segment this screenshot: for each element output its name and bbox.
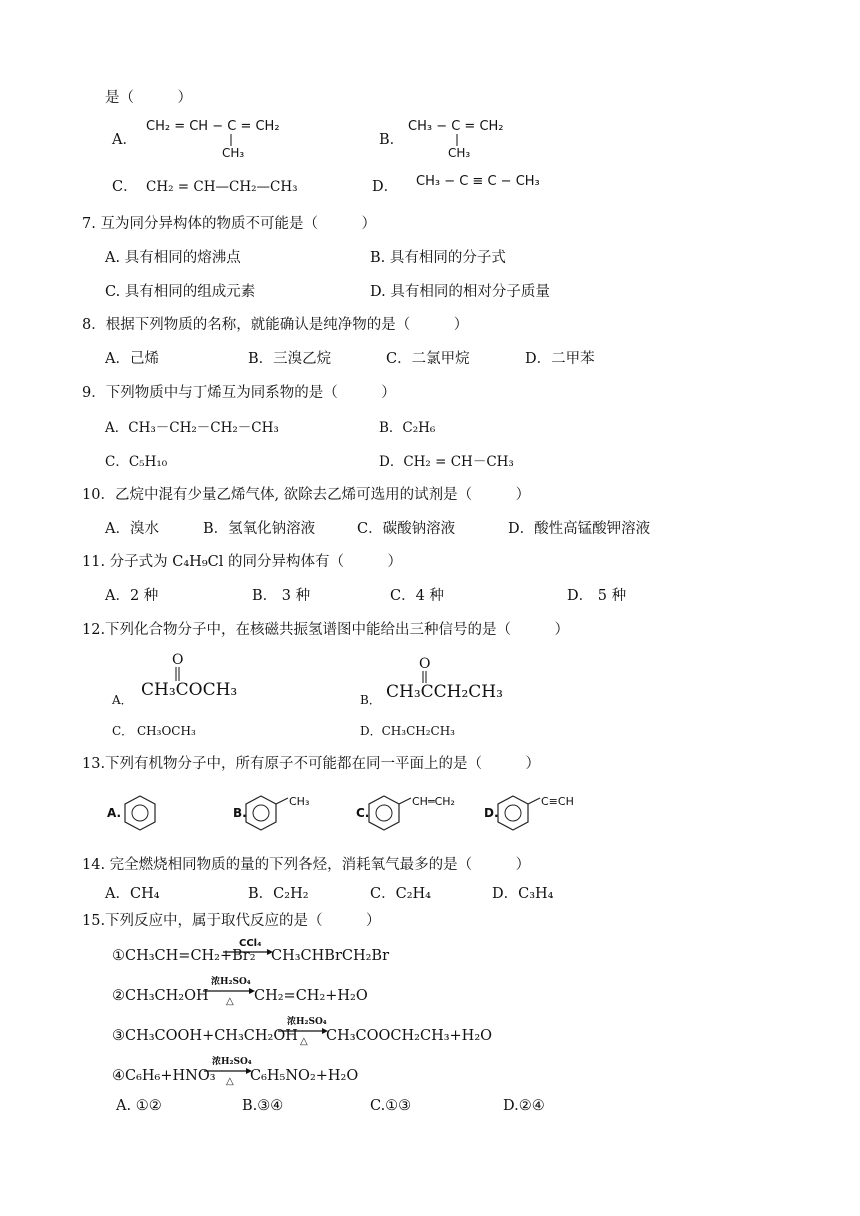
q13-option-c-substituent: CH═CH₂	[412, 795, 455, 808]
q13-stem: 13.下列有机物分子中，所有原子不可能都在同一平面上的是（ ）	[82, 756, 541, 772]
q6-option-a-branch: CH₃	[222, 146, 245, 160]
q13-structures	[100, 790, 600, 840]
q15-reaction-1-reactants: ①CH₃CH=CH₂+Br₂	[112, 948, 256, 964]
q12-option-a-formula: CH₃COCH₃	[141, 680, 238, 700]
q10-option-b[interactable]: B．氢氧化钠溶液	[203, 521, 316, 537]
q12-option-c[interactable]: C． CH₃OCH₃	[112, 724, 196, 738]
q12-a-double-bond	[174, 667, 182, 681]
q7-stem: 7. 互为同分异构体的物质不可能是（ ）	[82, 216, 376, 232]
q13-option-a-label[interactable]: A.	[107, 806, 122, 820]
q9-option-c[interactable]: C．C₅H₁₀	[105, 454, 168, 470]
q11-option-d[interactable]: D． 5 种	[567, 588, 627, 604]
q6-option-d-label[interactable]: D．	[372, 179, 399, 195]
q10-option-a[interactable]: A．溴水	[105, 521, 159, 537]
q15-reaction-1-products: CH₃CHBrCH₂Br	[271, 948, 390, 964]
q8-option-c[interactable]: C．二氯甲烷	[386, 351, 470, 367]
q13-benzene-c	[369, 796, 411, 830]
q14-stem: 14. 完全燃烧相同物质的量的下列各烃，消耗氧气最多的是（ ）	[82, 857, 531, 873]
q6-option-a-label[interactable]: A．	[112, 132, 137, 148]
q6-option-b-branch: CH₃	[448, 146, 471, 160]
q7-option-c[interactable]: C. 具有相同的组成元素	[105, 284, 256, 300]
q9-option-a[interactable]: A．CH₃－CH₂－CH₂－CH₃	[105, 420, 279, 436]
q15-reaction-4-condition-top: 浓H₂SO₄	[212, 1057, 252, 1067]
q13-option-b-label[interactable]: B.	[233, 806, 247, 820]
q6-option-d-formula: CH₃ − C ≡ C − CH₃	[416, 174, 540, 189]
q8-option-d[interactable]: D．二甲苯	[525, 351, 595, 367]
q15-reaction-4-condition-bottom: △	[226, 1076, 234, 1087]
q15-reaction-4-products: C₆H₅NO₂+H₂O	[250, 1068, 359, 1084]
q15-option-c[interactable]: C.①③	[370, 1098, 412, 1114]
q12-option-a-label[interactable]: A．	[112, 693, 133, 707]
q13-benzene-a	[125, 796, 155, 830]
q11-stem: 11. 分子式为 C₄H₉Cl 的同分异构体有（ ）	[82, 554, 402, 570]
q6-option-c-formula: CH₂ = CH—CH₂—CH₃	[146, 179, 298, 195]
q11-option-c[interactable]: C．4 种	[390, 588, 444, 604]
q7-option-d[interactable]: D. 具有相同的相对分子质量	[370, 284, 550, 300]
q13-option-d-label[interactable]: D.	[484, 806, 499, 820]
q15-reaction-3-products: CH₃COOCH₂CH₃+H₂O	[326, 1028, 493, 1044]
q15-reaction-3-condition-top: 浓H₂SO₄	[287, 1017, 327, 1027]
q12-b-oxygen: O	[419, 656, 431, 672]
q14-option-a[interactable]: A．CH₄	[105, 886, 160, 902]
q15-reaction-2-condition-bottom: △	[226, 996, 234, 1007]
q15-reaction-2-condition-top: 浓H₂SO₄	[211, 977, 251, 987]
q15-stem: 15.下列反应中，属于取代反应的是（ ）	[82, 913, 381, 929]
q15-option-a[interactable]: A. ①②	[116, 1098, 162, 1114]
q11-option-b[interactable]: B． 3 种	[252, 588, 311, 604]
q10-option-c[interactable]: C．碳酸钠溶液	[357, 521, 456, 537]
q12-option-b-label[interactable]: B．	[360, 693, 381, 707]
q12-stem: 12.下列化合物分子中，在核磁共振氢谱图中能给出三种信号的是（ ）	[82, 622, 570, 638]
q15-option-b[interactable]: B.③④	[242, 1098, 284, 1114]
q6-option-b-formula: CH₃ − C = CH₂	[408, 119, 504, 134]
q12-option-d[interactable]: D．CH₃CH₂CH₃	[360, 724, 455, 738]
q13-option-d-substituent: C≡CH	[541, 795, 574, 808]
q14-option-d[interactable]: D．C₃H₄	[492, 886, 554, 902]
q15-option-d[interactable]: D.②④	[503, 1098, 545, 1114]
q11-option-a[interactable]: A．2 种	[105, 588, 159, 604]
q15-reaction-3-condition-bottom: △	[300, 1036, 308, 1047]
q7-option-b[interactable]: B. 具有相同的分子式	[370, 250, 506, 266]
q13-option-c-label[interactable]: C.	[356, 806, 370, 820]
q15-reaction-2-products: CH₂=CH₂+H₂O	[254, 988, 368, 1004]
q13-benzene-d	[498, 796, 540, 830]
q15-reaction-2-reactants: ②CH₃CH₂OH	[112, 988, 209, 1004]
q15-reaction-1-condition: CCl₄	[239, 938, 262, 949]
q6-option-c-label[interactable]: C．	[112, 179, 138, 195]
q6-option-b-label[interactable]: B．	[379, 132, 405, 148]
q14-option-b[interactable]: B．C₂H₂	[248, 886, 309, 902]
q15-reaction-1-arrow	[223, 948, 273, 956]
q14-option-c[interactable]: C．C₂H₄	[370, 886, 431, 902]
q13-benzene-b	[246, 796, 288, 830]
q6-option-a-formula: CH₂ = CH − C = CH₂	[146, 119, 280, 134]
q10-stem: 10．乙烷中混有少量乙烯气体, 欲除去乙烯可选用的试剂是（ ）	[82, 487, 531, 503]
q12-option-b-formula: CH₃CCH₂CH₃	[386, 682, 503, 702]
q8-option-a[interactable]: A．己烯	[105, 351, 159, 367]
q13-option-b-substituent: CH₃	[289, 795, 310, 808]
q7-option-a[interactable]: A. 具有相同的熔沸点	[105, 250, 241, 266]
q9-option-b[interactable]: B．C₂H₆	[379, 420, 436, 436]
q8-stem: 8．根据下列物质的名称，就能确认是纯净物的是（ ）	[82, 317, 469, 333]
q9-option-d[interactable]: D．CH₂ = CH－CH₃	[379, 454, 514, 470]
q9-stem: 9．下列物质中与丁烯互为同系物的是（ ）	[82, 385, 396, 401]
q12-a-oxygen: O	[172, 652, 184, 668]
q10-option-d[interactable]: D．酸性高锰酸钾溶液	[508, 521, 651, 537]
q15-reaction-3-reactants: ③CH₃COOH+CH₃CH₂OH	[112, 1028, 298, 1044]
q6-tail: 是（ ）	[105, 90, 192, 106]
q15-reaction-4-reactants: ④C₆H₆+HNO₃	[112, 1068, 216, 1084]
q8-option-b[interactable]: B．三溴乙烷	[248, 351, 332, 367]
